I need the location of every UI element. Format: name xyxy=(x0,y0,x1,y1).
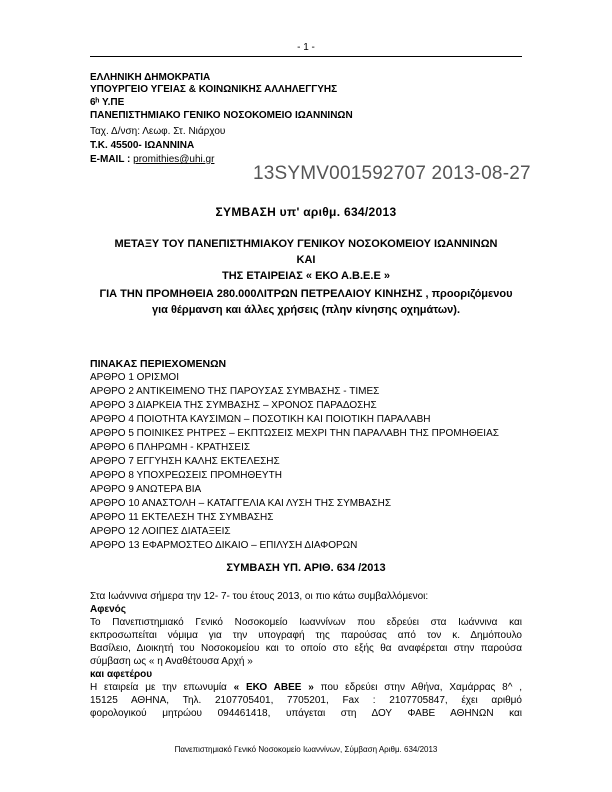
document-code: 13SYMV001592707 2013-08-27 xyxy=(253,163,531,184)
party2-lead: Η εταιρεία με την επωνυμία xyxy=(90,682,234,693)
party2-line xyxy=(90,681,522,694)
party1-line: Το Πανεπιστημιακό Γενικό Νοσοκομείο Ιωαννίνων που εδρεύει στα Ιωάννινα και xyxy=(90,617,522,628)
email-link[interactable]: promithies@uhi.gr xyxy=(133,154,215,165)
header-region: 6ʰ Υ.ΠΕ xyxy=(90,97,125,108)
header-hospital: ΠΑΝΕΠΙΣΤΗΜΙΑΚΟ ΓΕΝΙΚΟ ΝΟΣΟΚΟΜΕΙΟ ΙΩΑΝΝΙΝΩΝ xyxy=(90,110,353,121)
parties-line-4: ΓΙΑ ΤΗΝ ΠΡΟΜΗΘΕΙΑ 280.000ΛΙΤΡΩΝ ΠΕΤΡΕΛΑΙΟΥ ΚΙΝΗΣΗΣ , προοριζόμενου xyxy=(99,288,513,300)
contract-title: ΣΥΜΒΑΣΗ υπ' αριθμ. 634/2013 xyxy=(215,205,397,219)
toc-item: ΑΡΘΡΟ 1 ΟΡΙΣΜΟΙ xyxy=(90,372,179,383)
party2-line: 15125 ΑΘΗΝΑ, Τηλ. 2107705401, 7705201, Fax : 2107705847, έχει αριθμό xyxy=(90,695,522,706)
company-name: « ΕΚΟ ΑΒΕΕ » xyxy=(233,682,314,693)
party1-line: εκπροσωπείται νόμιμα για την υπογραφή της παρούσας από τον κ. Δημόπουλο xyxy=(90,630,522,641)
toc-item: ΑΡΘΡΟ 12 ΛΟΙΠΕΣ ΔΙΑΤΑΞΕΙΣ xyxy=(90,526,231,537)
header-ministry: ΥΠΟΥΡΓΕΙΟ ΥΓΕΙΑΣ & ΚΟΙΝΩΝΙΚΗΣ ΑΛΛΗΛΕΓΓΥΗΣ xyxy=(90,84,338,95)
parties-line-2: ΚΑΙ xyxy=(296,254,316,266)
toc-item: ΑΡΘΡΟ 13 ΕΦΑΡΜΟΣΤΕΟ ΔΙΚΑΙΟ – ΕΠΙΛΥΣΗ ΔΙΑΦΟΡΩΝ xyxy=(90,540,358,551)
header-address: Ταχ. Δ/νση: Λεωφ. Στ. Νιάρχου xyxy=(90,126,226,137)
toc-item: ΑΡΘΡΟ 3 ΔΙΑΡΚΕΙΑ ΤΗΣ ΣΥΜΒΑΣΗΣ – ΧΡΟΝΟΣ ΠΑΡΑΔΟΣΗΣ xyxy=(90,400,377,411)
parties-line-3: ΤΗΣ ΕΤΑΙΡΕΙΑΣ « ΕΚΟ Α.Β.Ε.Ε » xyxy=(222,270,390,282)
header-email xyxy=(90,154,214,166)
toc-item: ΑΡΘΡΟ 11 ΕΚΤΕΛΕΣΗ ΤΗΣ ΣΥΜΒΑΣΗΣ xyxy=(90,512,274,523)
party1-line: σύμβαση ως « η Αναθέτουσα Αρχή » xyxy=(90,656,253,667)
toc-item: ΑΡΘΡΟ 4 ΠΟΙΟΤΗΤΑ ΚΑΥΣΙΜΩΝ – ΠΟΣΟΤΙΚΗ ΚΑΙ ΠΟΙΟΤΙΚΗ ΠΑΡΑΛΑΒΗ xyxy=(90,414,431,425)
party2-heading: και αφετέρου xyxy=(90,669,153,680)
toc-item: ΑΡΘΡΟ 5 ΠΟΙΝΙΚΕΣ ΡΗΤΡΕΣ – ΕΚΠΤΩΣΕΙΣ ΜΕΧΡΙ ΤΗΝ ΠΑΡΑΛΑΒΗ ΤΗΣ ΠΡΟΜΗΘΕΙΑΣ xyxy=(90,428,499,439)
party2-address: που εδρεύει στην Αθήνα, Χαμάρρας 8^ , xyxy=(313,682,522,693)
toc-item: ΑΡΘΡΟ 2 ΑΝΤΙΚΕΙΜΕΝΟ ΤΗΣ ΠΑΡΟΥΣΑΣ ΣΥΜΒΑΣΗΣ - ΤΙΜΕΣ xyxy=(90,386,380,397)
party1-line: Βασίλειο, Διοικητή του Νοσοκομείου και το οποίο στο εξής θα αναφέρεται στην παρούσα xyxy=(90,643,522,654)
party2-line: φορολογικού μητρώου 094461418, υπάγεται στη ΔΟΥ ΦΑΒΕ ΑΘΗΝΩΝ και xyxy=(90,708,522,719)
page-footer: Πανεπιστημιακό Γενικό Νοσοκομείο Ιωαννίνων, Σύμβαση Αριθμ. 634/2013 xyxy=(174,745,438,754)
header-republic: ΕΛΛΗΝΙΚΗ ΔΗΜΟΚΡΑΤΙΑ xyxy=(90,72,211,83)
header-postal: Τ.Κ. 45500- ΙΩΑΝΝΙΝΑ xyxy=(90,140,195,151)
contract-subtitle: ΣΥΜΒΑΣΗ ΥΠ. ΑΡΙΘ. 634 /2013 xyxy=(226,562,386,574)
toc-item: ΑΡΘΡΟ 8 ΥΠΟΧΡΕΩΣΕΙΣ ΠΡΟΜΗΘΕΥΤΗ xyxy=(90,470,282,481)
parties-line-1: ΜΕΤΑΞΥ ΤΟΥ ΠΑΝΕΠΙΣΤΗΜΙΑΚΟΥ ΓΕΝΙΚΟΥ ΝΟΣΟΚΟΜΕΙΟΥ ΙΩΑΝΝΙΝΩΝ xyxy=(114,238,498,250)
header-rule xyxy=(90,56,522,57)
parties-line-5: για θέρμανση και άλλες χρήσεις (πλην κίνησης οχημάτων). xyxy=(151,304,461,316)
email-label: E-MAIL : xyxy=(90,154,134,165)
intro-text: Στα Ιωάννινα σήμερα την 12- 7- του έτους 2013, οι πιο κάτω συμβαλλόμενοι: xyxy=(90,591,429,602)
page-number: - 1 - xyxy=(297,42,315,53)
toc-title: ΠΙΝΑΚΑΣ ΠΕΡΙΕΧΟΜΕΝΩΝ xyxy=(90,358,227,370)
party1-heading: Αφενός xyxy=(90,604,126,615)
toc-item: ΑΡΘΡΟ 10 ΑΝΑΣΤΟΛΗ – ΚΑΤΑΓΓΕΛΙΑ ΚΑΙ ΛΥΣΗ ΤΗΣ ΣΥΜΒΑΣΗΣ xyxy=(90,498,392,509)
toc-item: ΑΡΘΡΟ 7 ΕΓΓΥΗΣΗ ΚΑΛΗΣ ΕΚΤΕΛΕΣΗΣ xyxy=(90,456,280,467)
toc-item: ΑΡΘΡΟ 6 ΠΛΗΡΩΜΗ - ΚΡΑΤΗΣΕΙΣ xyxy=(90,442,251,453)
toc-item: ΑΡΘΡΟ 9 ΑΝΩΤΕΡΑ ΒΙΑ xyxy=(90,484,202,495)
